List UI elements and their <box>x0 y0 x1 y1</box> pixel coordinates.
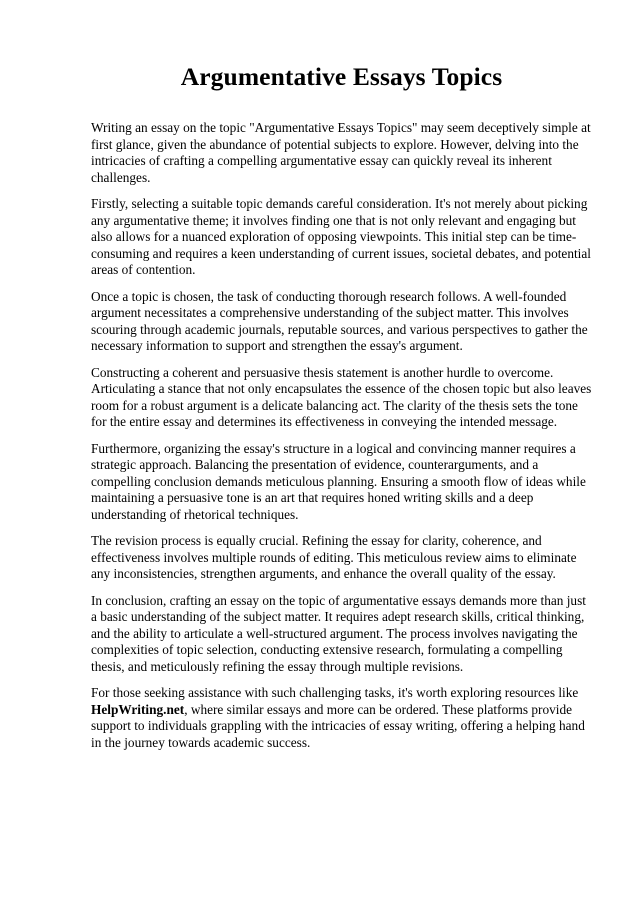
paragraph-research: Once a topic is chosen, the task of conducting thorough research follows. A well-founded argument necessitates a comprehensive understanding of the subject matter. This involves scouring through academic journals, reputable sources, and various perspectives to gather the necessary information to support and strengthen the essay's argument. <box>91 288 588 353</box>
paragraph-structure: Furthermore, organizing the essay's structure in a logical and convincing manner requires a strategic approach. Balancing the presentation of evidence, counterarguments, and a compelling conclusion demands meticulous planning. Ensuring a smooth flow of ideas while maintaining a persuasive tone is an art that requires honed writing skills and a deep understanding of rhetorical techniques. <box>91 440 586 522</box>
closing-text-after: , where similar essays and more can be ordered. These platforms provide support to individuals grappling with the intricacies of essay writing, offering a helping hand in the journey towards academic success. <box>91 701 585 750</box>
helpwriting-link[interactable]: HelpWriting.net <box>91 701 185 717</box>
paragraph-intro: Writing an essay on the topic "Argumentative Essays Topics" may seem deceptively simple at first glance, given the abundance of potential subjects to explore. However, delving into the intricacies of crafting a compelling argumentative essay can quickly reveal its inherent challenges. <box>91 120 591 185</box>
page-title: Argumentative Essays Topics <box>180 62 503 91</box>
paragraph-thesis: Constructing a coherent and persuasive thesis statement is another hurdle to overcome. Articulating a stance that not only encapsulates the essence of the chosen topic but also leaves room for a robust argument is a delicate balancing act. The clarity of the thesis sets the tone for the entire essay and determines its effectiveness in conveying the intended message. <box>91 364 592 429</box>
closing-text-before: For those seeking assistance with such challenging tasks, it's worth exploring resources like <box>91 685 579 700</box>
paragraph-revision: The revision process is equally crucial. Refining the essay for clarity, coherence, and effectiveness involves multiple rounds of editing. This meticulous review aims to eliminate any inconsistencies, strengthen arguments, and enhance the overall quality of the essay. <box>91 533 577 581</box>
paragraph-topic-selection: Firstly, selecting a suitable topic demands careful consideration. It's not merely about picking any argumentative theme; it involves finding one that is not only relevant and engaging but also allows for a nuanced exploration of opposing viewpoints. This initial step can be time-consuming and requires a keen understanding of current issues, societal debates, and potential areas of contention. <box>91 196 591 277</box>
paragraph-closing <box>91 685 592 751</box>
paragraph-conclusion: In conclusion, crafting an essay on the topic of argumentative essays demands more than just a basic understanding of the subject matter. It requires adept research skills, critical thinking, and the ability to articulate a well-structured argument. The process involves navigating the complexities of topic selection, conducting extensive research, formulating a compelling thesis, and meticulously refining the essay through multiple revisions. <box>91 592 586 674</box>
